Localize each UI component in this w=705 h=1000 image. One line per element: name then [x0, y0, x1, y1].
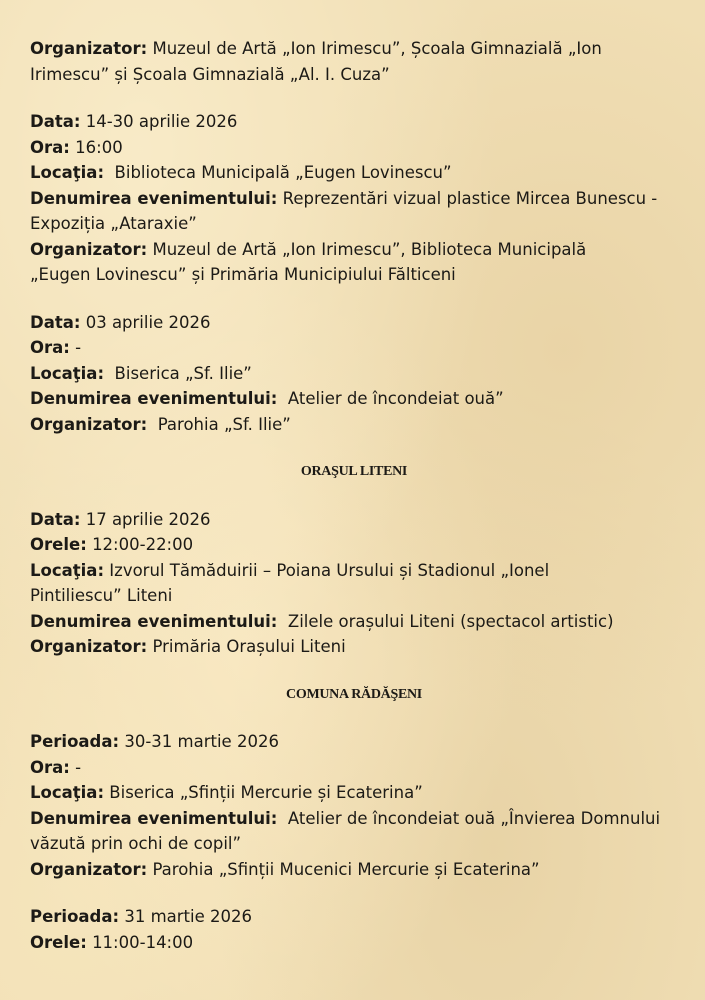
location-line: [30, 361, 678, 387]
time-value: 12:00-22:00: [92, 535, 194, 554]
event-name-label: Denumirea evenimentului:: [30, 611, 278, 631]
time-line: [30, 532, 678, 558]
time-line: [30, 755, 678, 781]
location-label: Locaţia:: [30, 560, 105, 580]
organizer-label: Organizator:: [30, 39, 148, 58]
section-heading-radaseni: COMUNA RĂDĂŞENI: [286, 686, 422, 702]
organizer-label: Organizator:: [30, 637, 148, 656]
time-line: [30, 135, 678, 161]
location-value: Izvorul Tămăduirii – Poiana Ursului și Stadionul „Ionel: [109, 560, 550, 580]
event-name-value: Atelier de încondeiat ouă”: [287, 389, 504, 408]
time-label: Ora:: [30, 757, 70, 777]
organizer-value: Muzeul de Artă „Ion Irimescu”, Școala Gimnazială „Ion: [152, 39, 602, 58]
event-name-line: [30, 806, 678, 832]
location-value: Biserica „Sf. Ilie”: [114, 363, 252, 383]
date-line: [30, 507, 678, 533]
organizer-line: [30, 634, 678, 660]
event-block: [30, 729, 678, 882]
period-line: [30, 729, 678, 755]
organizer-line-cont: Irimescu” și Școala Gimnazială „Al. I. Cuza”: [30, 64, 390, 84]
location-line: [30, 558, 678, 584]
event-name-line: [30, 186, 678, 212]
time-value: -: [75, 338, 82, 357]
location-value: Biblioteca Municipală „Eugen Lovinescu”: [114, 163, 452, 182]
event-name-label: Denumirea evenimentului:: [30, 808, 278, 828]
location-line: [30, 780, 678, 806]
location-label: Locaţia:: [30, 783, 105, 802]
period-label: Perioada:: [30, 732, 120, 751]
organizer-value: Primăria Orașului Liteni: [152, 637, 346, 656]
location-label: Locaţia:: [30, 363, 105, 383]
event-name-line: [30, 386, 678, 412]
location-label: Locaţia:: [30, 163, 105, 182]
period-value: 31 martie 2026: [124, 907, 252, 926]
time-label: Orele:: [30, 535, 87, 554]
organizer-line-cont: „Eugen Lovinescu” și Primăria Municipiului Fălticeni: [30, 265, 456, 284]
event-name-line-cont: văzută prin ochi de copil”: [30, 834, 242, 853]
event-name-line: [30, 609, 678, 635]
event-name-value: Reprezentări vizual plastice Mircea Bunescu -: [282, 188, 658, 208]
period-label: Perioada:: [30, 907, 120, 926]
event-name-value: Atelier de încondeiat ouă „Învierea Domnului: [287, 808, 661, 828]
time-label: Ora:: [30, 338, 70, 357]
date-value: 17 aprilie 2026: [85, 509, 211, 529]
event-name-label: Denumirea evenimentului:: [30, 389, 278, 408]
organizer-label: Organizator:: [30, 859, 148, 879]
date-label: Data:: [30, 312, 81, 332]
organizer-value: Muzeul de Artă „Ion Irimescu”, Biblioteca Municipală: [152, 239, 587, 259]
organizer-label: Organizator:: [30, 239, 148, 259]
date-value: 14-30 aprilie 2026: [85, 112, 238, 131]
time-value: 11:00-14:00: [92, 932, 194, 952]
event-block: [30, 310, 678, 438]
location-value: Biserica „Sfinții Mercurie și Ecaterina”: [109, 783, 423, 802]
time-value: -: [75, 757, 82, 777]
organizer-value: Parohia „Sf. Ilie”: [157, 414, 291, 434]
organizer-line: [30, 237, 678, 263]
document-page: [30, 36, 678, 977]
date-label: Data:: [30, 112, 81, 131]
organizer-label: Organizator:: [30, 414, 148, 434]
section-heading-liteni: ORAŞUL LITENI: [300, 464, 408, 479]
event-block: [30, 904, 678, 955]
location-line: [30, 160, 678, 186]
period-value: 30-31 martie 2026: [124, 732, 279, 751]
event-name-line-cont: Expoziția „Ataraxie”: [30, 214, 197, 233]
time-line: [30, 335, 678, 361]
time-line: [30, 930, 678, 956]
organizer-line: [30, 857, 678, 883]
time-value: 16:00: [75, 137, 123, 157]
time-label: Orele:: [30, 932, 87, 952]
event-name-value: Zilele orașului Liteni (spectacol artistic): [287, 611, 614, 631]
location-line-cont: Pintiliescu” Liteni: [30, 586, 173, 605]
date-line: [30, 310, 678, 336]
event-name-label: Denumirea evenimentului:: [30, 188, 278, 208]
event-block: [30, 507, 678, 660]
organizer-line: [30, 412, 678, 438]
organizer-line: [30, 36, 678, 62]
date-line: [30, 109, 678, 135]
date-value: 03 aprilie 2026: [85, 312, 211, 332]
time-label: Ora:: [30, 137, 70, 157]
event-block: [30, 109, 678, 288]
organizer-value: Parohia „Sfinții Mucenici Mercurie și Ecaterina”: [152, 859, 540, 879]
date-label: Data:: [30, 509, 81, 529]
event-block: [30, 36, 678, 87]
period-line: [30, 904, 678, 930]
